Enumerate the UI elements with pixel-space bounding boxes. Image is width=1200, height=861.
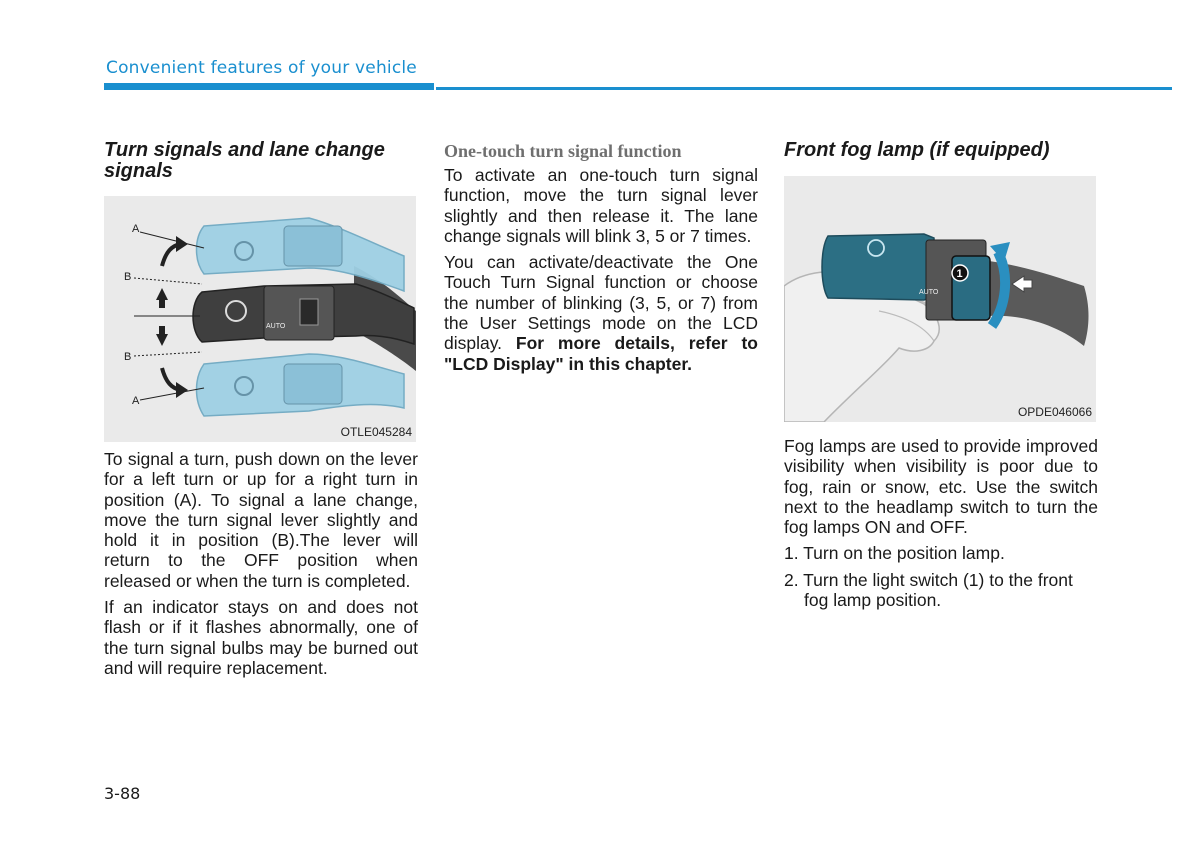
figure-caption-2: OPDE046066 xyxy=(1017,405,1092,419)
fog-lamp-section xyxy=(784,138,1098,616)
page-number: 3-88 xyxy=(104,784,141,803)
fog-lamp-figure xyxy=(784,176,1096,422)
list-item: 2. Turn the light switch (1) to the front fog lamp position. xyxy=(784,569,1073,611)
subsection-title-one-touch: One-touch turn signal function xyxy=(444,141,682,161)
turn-signal-figure xyxy=(104,196,416,442)
section-title-turn-signals: Turn signals and lane change signals xyxy=(104,139,385,182)
turn-signal-lever-illustration xyxy=(104,196,416,442)
label-b-bottom: B xyxy=(124,351,132,363)
fog-lamp-switch-illustration xyxy=(784,176,1096,422)
paragraph: You can activate/deactivate the One Touch Turn Signal function or choose the number of blinking (3, 5, or 7) from the User Settings mode on the LCD display. For more details, refer to "LCD Display" in this chapter. xyxy=(444,252,758,374)
label-a-top: A xyxy=(132,223,140,235)
header-bar-thick xyxy=(104,83,434,90)
paragraph: To activate an one-touch turn signal function, move the turn signal lever slightly and then release it. The lane change signals will blink 3, 5 or 7 times. xyxy=(444,165,758,246)
label-a-bottom: A xyxy=(132,395,140,407)
svg-text:AUTO: AUTO xyxy=(919,289,939,296)
section-title-fog-lamp: Front fog lamp (if equipped) xyxy=(784,139,1050,161)
paragraph: If an indicator stays on and does not flash or if it flashes abnormally, one of the turn signal bulbs may be burned out and will require replacement. xyxy=(104,597,418,678)
paragraph: To signal a turn, push down on the lever for a left turn or up for a right turn in position (A). To signal a lane change, move the turn signal lever slightly and hold it in position (B).The lever will return to the OFF position when released or when the turn is completed. xyxy=(104,449,418,591)
label-b-top: B xyxy=(124,271,132,283)
paragraph: Fog lamps are used to provide improved visibility when visibility is poor due to fog, rain or snow, etc. Use the switch next to the headlamp switch to turn the fog lamps ON and OFF. xyxy=(784,436,1098,538)
marker-1: 1 xyxy=(956,268,963,280)
header-title: Convenient features of your vehicle xyxy=(106,58,417,78)
header-bar-thin xyxy=(436,87,1172,90)
steps-list xyxy=(784,543,1098,610)
one-touch-section xyxy=(444,138,758,380)
bold-reference: For more details, refer to "LCD Display" in this chapter. xyxy=(444,333,758,374)
svg-text:AUTO: AUTO xyxy=(266,323,286,330)
turn-signal-section xyxy=(104,138,418,684)
list-item: 1. Turn on the position lamp. xyxy=(784,543,1005,564)
figure-caption-1: OTLE045284 xyxy=(340,425,412,439)
